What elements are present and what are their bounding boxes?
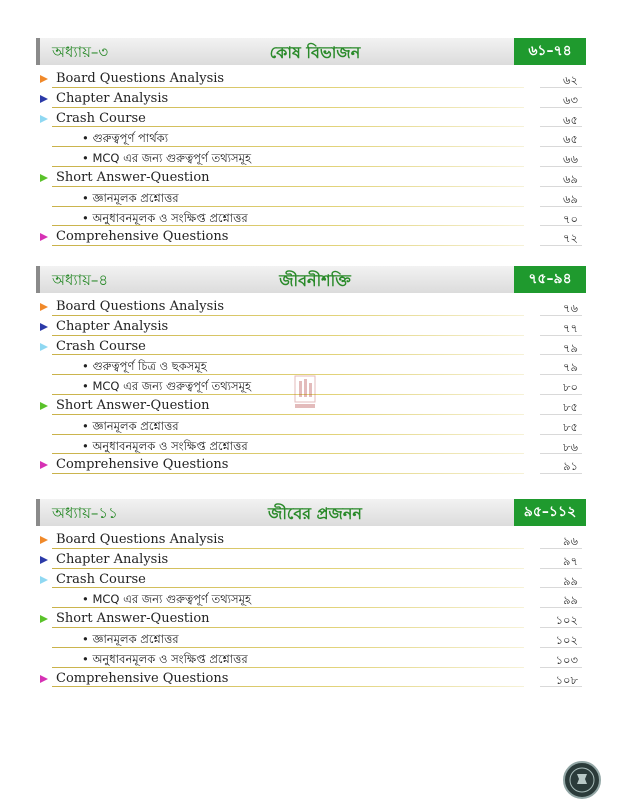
- toc-subitem-label: • গুরুত্বপূর্ণ চিত্র ও ছকসমূহ: [82, 359, 207, 374]
- toc-item: [36, 169, 586, 189]
- toc-item: [36, 610, 586, 630]
- page-underline-divider: [540, 315, 582, 316]
- page-number: ৯৯: [563, 573, 578, 588]
- underline-divider: [52, 354, 524, 355]
- bullet-triangle-icon: [40, 615, 48, 623]
- underline-divider: [52, 315, 524, 316]
- bullet-triangle-icon: [40, 536, 48, 544]
- page-number: ৯৬: [563, 534, 578, 548]
- underline-divider: [52, 607, 524, 608]
- toc-item-label: Chapter Analysis: [56, 90, 169, 106]
- toc-item: [36, 456, 586, 476]
- page-number: ৭৭: [563, 320, 578, 335]
- underline-divider: [52, 686, 524, 687]
- chapter-section-3: [36, 38, 586, 248]
- bullet-triangle-icon: [40, 576, 48, 584]
- toc-item: [36, 70, 586, 90]
- toc-subitem-label: • MCQ এর জন্য গুরুত্বপূর্ণ তথ্যসমূহ: [82, 592, 252, 607]
- toc-subitem: [36, 650, 586, 670]
- page-number: ৭০: [563, 211, 578, 226]
- toc-subitem: [36, 590, 586, 610]
- page-number: ১০৩: [555, 652, 578, 667]
- toc-item-label: Comprehensive Questions: [56, 229, 229, 245]
- chapter-section-4: [36, 266, 586, 476]
- chapter-title: জীবনীশক্তি: [279, 271, 351, 290]
- chapter-label: অধ্যায়–১১: [52, 504, 118, 522]
- underline-divider: [52, 394, 524, 395]
- toc-subitem: [36, 209, 586, 229]
- toc-item-label: Board Questions Analysis: [56, 532, 225, 547]
- toc-list: [36, 531, 586, 689]
- underline-divider: [52, 87, 524, 88]
- toc-item: [36, 551, 586, 571]
- toc-item-label: Short Answer-Question: [56, 397, 210, 413]
- page-number: ১০২: [555, 613, 578, 628]
- toc-subitem-label: • গুরুত্বপূর্ণ পার্থক্য: [82, 131, 169, 146]
- bullet-triangle-icon: [40, 675, 48, 683]
- page-underline-divider: [540, 87, 582, 88]
- page-underline-divider: [540, 548, 582, 549]
- bullet-triangle-icon: [40, 174, 48, 182]
- page-underline-divider: [540, 627, 582, 628]
- toc-subitem-label: • MCQ এর জন্য গুরুত্বপূর্ণ তথ্যসমূহ: [82, 379, 252, 394]
- toc-subitem-label: • অনুধাবনমূলক ও সংক্ষিপ্ত প্রশ্নোত্তর: [82, 438, 248, 453]
- page-underline-divider: [540, 206, 582, 207]
- toc-item: [36, 571, 586, 591]
- chapter-label: অধ্যায়–৪: [52, 271, 109, 289]
- underline-divider: [52, 647, 524, 648]
- page-underline-divider: [540, 686, 582, 687]
- page-underline-divider: [540, 374, 582, 375]
- bullet-triangle-icon: [40, 75, 48, 83]
- underline-divider: [52, 146, 524, 147]
- underline-divider: [52, 434, 524, 435]
- underline-divider: [52, 667, 524, 668]
- bullet-triangle-icon: [40, 343, 48, 351]
- chapter-page-range: ৭৫–৯৪: [514, 266, 586, 293]
- toc-subitem: [36, 630, 586, 650]
- toc-item: [36, 531, 586, 551]
- toc-item-label: Comprehensive Questions: [56, 670, 229, 686]
- toc-subitem: [36, 189, 586, 209]
- page-number: ১০২: [555, 632, 578, 647]
- bullet-triangle-icon: [40, 303, 48, 311]
- page-underline-divider: [540, 166, 582, 167]
- page-underline-divider: [540, 647, 582, 648]
- toc-item-label: Short Answer-Question: [56, 169, 210, 185]
- toc-item-label: Board Questions Analysis: [56, 71, 225, 86]
- page-underline-divider: [540, 107, 582, 108]
- toc-item-label: Board Questions Analysis: [56, 299, 225, 314]
- chapter-label: অধ্যায়–৩: [52, 43, 109, 61]
- toc-item: [36, 318, 586, 338]
- page-underline-divider: [540, 607, 582, 608]
- page-number: ৭৯: [563, 360, 578, 375]
- page-number: ৭৬: [563, 301, 578, 315]
- chapter-title: কোষ বিভাজন: [269, 43, 361, 62]
- toc-subitem-label: • জ্ঞানমূলক প্রশ্নোত্তর: [82, 190, 179, 205]
- page-number: ৮০: [563, 380, 578, 395]
- underline-divider: [52, 166, 524, 167]
- page-number: ৭২: [563, 231, 578, 246]
- page-underline-divider: [540, 354, 582, 355]
- underline-divider: [52, 245, 524, 246]
- bullet-triangle-icon: [40, 115, 48, 123]
- page-underline-divider: [540, 186, 582, 187]
- page-underline-divider: [540, 568, 582, 569]
- underline-divider: [52, 107, 524, 108]
- toc-subitem-label: • অনুধাবনমূলক ও সংক্ষিপ্ত প্রশ্নোত্তর: [82, 651, 248, 666]
- toc-item-label: Crash Course: [56, 110, 146, 126]
- toc-item: [36, 90, 586, 110]
- page-underline-divider: [540, 414, 582, 415]
- toc-item: [36, 298, 586, 318]
- toc-subitem-label: • জ্ঞানমূলক প্রশ্নোত্তর: [82, 418, 179, 433]
- page-underline-divider: [540, 394, 582, 395]
- toc-item: [36, 670, 586, 690]
- toc-subitem-label: • জ্ঞানমূলক প্রশ্নোত্তর: [82, 631, 179, 646]
- page-number: ৬৫: [563, 132, 578, 147]
- toc-item: [36, 110, 586, 130]
- bullet-triangle-icon: [40, 556, 48, 564]
- underline-divider: [52, 374, 524, 375]
- toc-item-label: Chapter Analysis: [56, 551, 169, 567]
- toc-item-label: Crash Course: [56, 571, 146, 587]
- underline-divider: [52, 627, 524, 628]
- underline-divider: [52, 225, 524, 226]
- underline-divider: [52, 126, 524, 127]
- toc-subitem-label: • অনুধাবনমূলক ও সংক্ষিপ্ত প্রশ্নোত্তর: [82, 210, 248, 225]
- chapter-header: [36, 38, 586, 65]
- page-underline-divider: [540, 587, 582, 588]
- toc-item-label: Chapter Analysis: [56, 318, 169, 334]
- toc-item-label: Crash Course: [56, 338, 146, 354]
- toc-subitem: [36, 129, 586, 149]
- page-underline-divider: [540, 434, 582, 435]
- bullet-triangle-icon: [40, 95, 48, 103]
- underline-divider: [52, 473, 524, 474]
- page-underline-divider: [540, 667, 582, 668]
- chapter-page-range: ৬১–৭৪: [514, 38, 586, 65]
- toc-item: [36, 338, 586, 358]
- page-number: ৯১: [563, 459, 578, 474]
- page-number: ১০৮: [555, 672, 578, 687]
- page-number: ৮৫: [563, 419, 578, 434]
- underline-divider: [52, 548, 524, 549]
- page-number: ৯৯: [563, 593, 578, 608]
- bullet-triangle-icon: [40, 402, 48, 410]
- page-number: ৯৭: [563, 553, 578, 568]
- underline-divider: [52, 414, 524, 415]
- toc-subitem-label: • MCQ এর জন্য গুরুত্বপূর্ণ তথ্যসমূহ: [82, 151, 252, 166]
- bullet-triangle-icon: [40, 323, 48, 331]
- underline-divider: [52, 453, 524, 454]
- watermark-logo-icon: [294, 375, 316, 409]
- underline-divider: [52, 335, 524, 336]
- page-number: ৭৯: [563, 340, 578, 355]
- page-number: ৮৬: [563, 439, 578, 454]
- bullet-triangle-icon: [40, 461, 48, 469]
- page-underline-divider: [540, 335, 582, 336]
- page-number: ৬৩: [563, 92, 578, 107]
- underline-divider: [52, 186, 524, 187]
- page-number: ৬৯: [563, 191, 578, 206]
- page-number: ৬৯: [563, 171, 578, 186]
- chapter-title: জীবের প্রজনন: [268, 504, 362, 523]
- page-underline-divider: [540, 225, 582, 226]
- page-underline-divider: [540, 146, 582, 147]
- chapter-page-range: ৯৫–১১২: [514, 499, 586, 526]
- page-number: ৬৬: [563, 152, 578, 167]
- toc-subitem: [36, 149, 586, 169]
- underline-divider: [52, 206, 524, 207]
- bullet-triangle-icon: [40, 233, 48, 241]
- toc-subitem: [36, 437, 586, 457]
- page-underline-divider: [540, 245, 582, 246]
- toc-item-label: Short Answer-Question: [56, 611, 210, 627]
- page-underline-divider: [540, 126, 582, 127]
- underline-divider: [52, 568, 524, 569]
- underline-divider: [52, 587, 524, 588]
- toc-item: [36, 228, 586, 248]
- toc-subitem: [36, 417, 586, 437]
- brand-seal-icon: [563, 761, 601, 799]
- chapter-header: [36, 499, 586, 526]
- page-number: ৬৫: [563, 112, 578, 127]
- page-underline-divider: [540, 453, 582, 454]
- chapter-header: [36, 266, 586, 293]
- page-number: ৬২: [563, 73, 578, 87]
- page-number: ৮৫: [563, 399, 578, 414]
- page-underline-divider: [540, 473, 582, 474]
- toc-list: [36, 70, 586, 248]
- toc-item-label: Comprehensive Questions: [56, 457, 229, 473]
- chapter-section-11: [36, 499, 586, 689]
